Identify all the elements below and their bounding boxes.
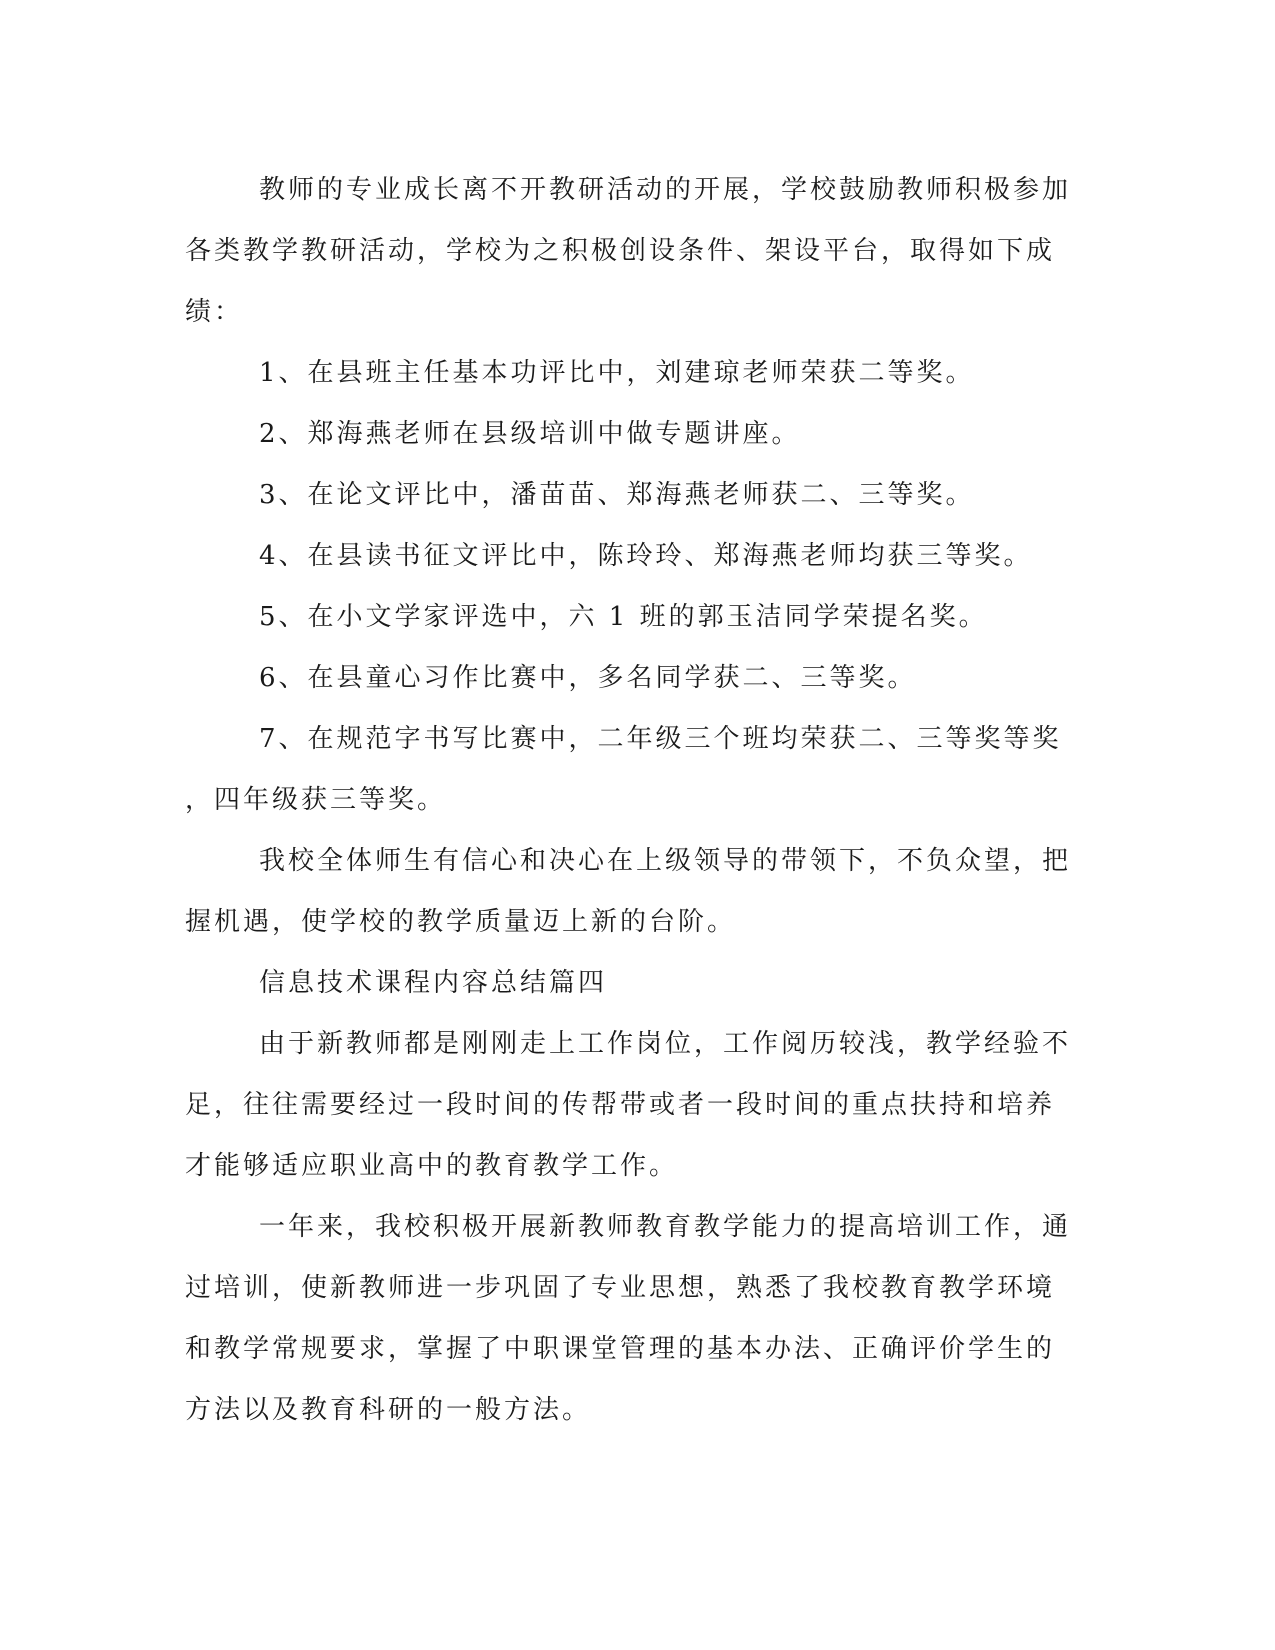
paragraph-intro: 教师的专业成长离不开教研活动的开展，学校鼓励教师积极参加各类教学教研活动，学校为之积极创设条件、架设平台，取得如下成绩： (185, 175, 1072, 327)
paragraph-conclusion: 我校全体师生有信心和决心在上级领导的带领下，不负众望，把握机遇，使学校的教学质量迈上新的台阶。 (185, 846, 1072, 937)
list-item-2: 2、郑海燕老师在县级培训中做专题讲座。 (259, 419, 801, 449)
document-body (185, 160, 1080, 1441)
paragraph-new-teachers: 由于新教师都是刚刚走上工作岗位，工作阅历较浅，教学经验不足，往往需要经过一段时间的传帮带或者一段时间的重点扶持和培养才能够适应职业高中的教育教学工作。 (185, 1029, 1072, 1181)
list-item-5: 5、在小文学家评选中，六 1 班的郭玉洁同学荣提名奖。 (259, 602, 988, 632)
list-item-4: 4、在县读书征文评比中，陈玲玲、郑海燕老师均获三等奖。 (259, 541, 1033, 571)
list-item-6: 6、在县童心习作比赛中，多名同学获二、三等奖。 (259, 663, 917, 693)
list-item-1: 1、在县班主任基本功评比中，刘建琼老师荣获二等奖。 (259, 358, 975, 388)
paragraph-training: 一年来，我校积极开展新教师教育教学能力的提高培训工作，通过培训，使新教师进一步巩固了专业思想，熟悉了我校教育教学环境和教学常规要求，掌握了中职课堂管理的基本办法、正确评价学生的方法以及教育科研的一般方法。 (185, 1212, 1072, 1425)
list-item-7: 7、在规范字书写比赛中，二年级三个班均荣获二、三等奖等奖 (259, 724, 1062, 754)
list-item-7-continuation: ，四年级获三等奖。 (185, 785, 447, 815)
section-heading: 信息技术课程内容总结篇四 (259, 968, 608, 998)
list-item-3: 3、在论文评比中，潘苗苗、郑海燕老师获二、三等奖。 (259, 480, 975, 510)
